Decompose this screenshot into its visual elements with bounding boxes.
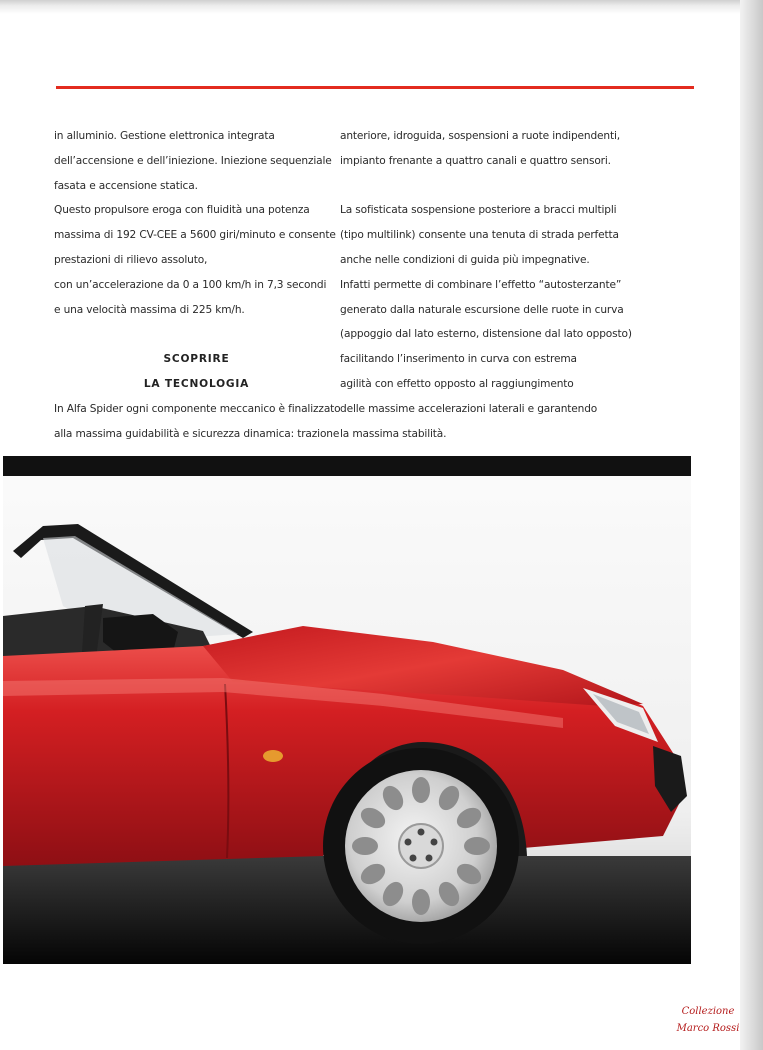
text-line: La sofisticata sospensione posteriore a bracci multipli	[340, 204, 617, 217]
text-line: agilità con effetto opposto al raggiungimento	[340, 377, 574, 390]
watermark-line: Marco Rossi	[676, 1023, 740, 1034]
photo-top-band	[3, 456, 691, 476]
text-line: massima di 192 CV-CEE a 5600 giri/minuto e consente	[54, 229, 336, 242]
text-line: in alluminio. Gestione elettronica integrata	[54, 130, 275, 142]
text-line: impianto frenante a quattro canali e quattro sensori.	[340, 154, 611, 167]
text-line: fasata e accensione statica.	[54, 179, 198, 192]
text-line: la massima stabilità.	[340, 427, 447, 440]
section-heading: SCOPRIRE	[163, 353, 230, 366]
paragraph-gap	[54, 322, 339, 347]
text-line: anteriore, idroguida, sospensioni a ruote indipendenti,	[340, 130, 620, 142]
text-line: prestazioni di rilievo assoluto,	[54, 253, 208, 266]
text-line: alla massima guidabilità e sicurezza dinamica: trazione	[54, 427, 340, 440]
text-line: delle massime accelerazioni laterali e garantendo	[340, 402, 598, 415]
text-line: Infatti permette di combinare l’effetto “autosterzante”	[340, 278, 622, 291]
text-line: generato dalla naturale escursione delle ruote in curva	[340, 303, 624, 316]
text-line: facilitando l’inserimento in curva con estrema	[340, 353, 577, 366]
watermark-line: Collezione	[681, 1006, 735, 1017]
text-line: Questo propulsore eroga con fluidità una potenza	[54, 204, 310, 217]
red-convertible-car-illustration	[3, 456, 691, 964]
text-line: anche nelle condizioni di guida più impegnative.	[340, 253, 590, 266]
text-line: con un’accelerazione da 0 a 100 km/h in 7,3 secondi	[54, 278, 327, 291]
text-line: e una velocità massima di 225 km/h.	[54, 303, 245, 316]
paragraph-gap	[340, 174, 640, 199]
text-line: In Alfa Spider ogni componente meccanico è finalizzato	[54, 402, 341, 415]
text-line: dell’accensione e dell’iniezione. Iniezione sequenziale	[54, 154, 332, 167]
text-line: (tipo multilink) consente una tenuta di strada perfetta	[340, 229, 619, 242]
left-text-column	[54, 124, 339, 446]
page-top-edge	[0, 0, 763, 14]
page-right-edge	[740, 0, 763, 1050]
collection-watermark	[668, 1003, 748, 1037]
side-indicator-light	[263, 750, 283, 762]
car-photo	[3, 456, 691, 964]
section-heading: LA TECNOLOGIA	[143, 377, 250, 390]
right-text-column	[340, 124, 640, 446]
red-divider-rule	[56, 86, 694, 89]
text-line: (appoggio dal lato esterno, distensione dal lato opposto)	[340, 328, 632, 341]
